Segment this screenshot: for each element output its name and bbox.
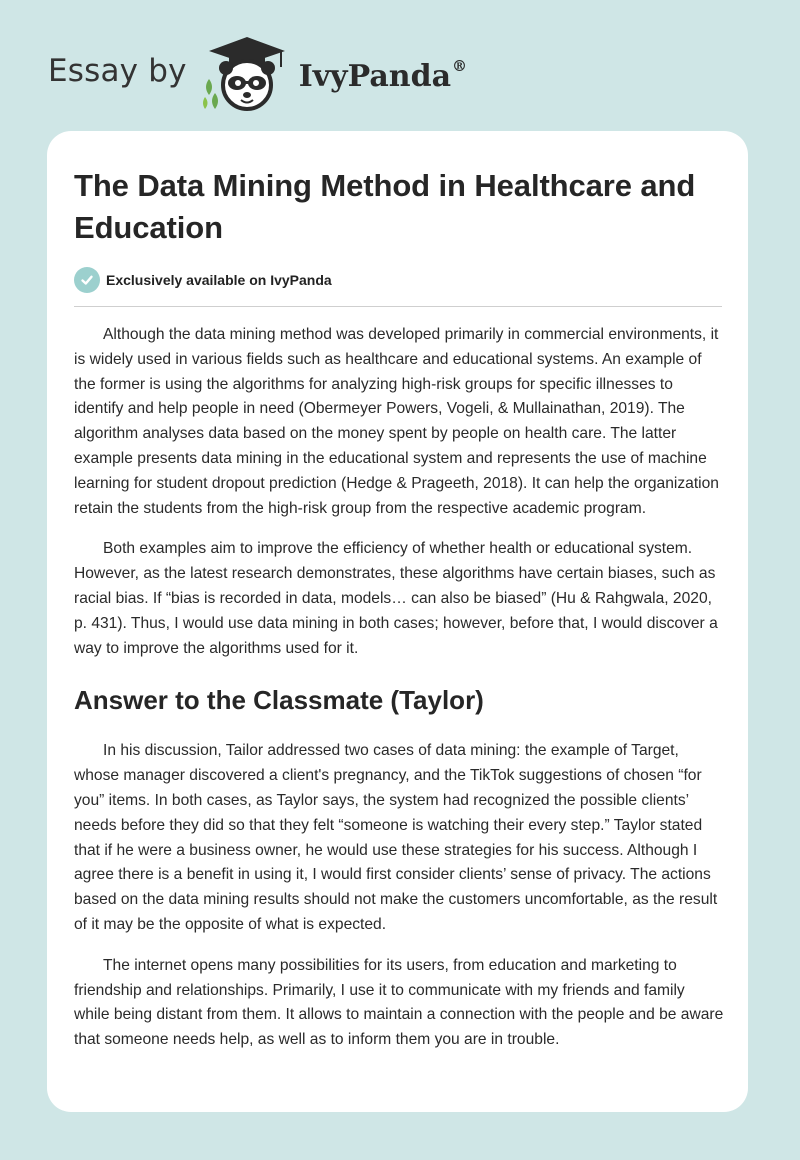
registered-mark: ®	[452, 56, 468, 75]
site-header	[48, 34, 508, 114]
exclusive-label: Exclusively available on IvyPanda	[106, 272, 332, 288]
page-title: The Data Mining Method in Healthcare and Education	[74, 168, 696, 245]
check-icon	[74, 267, 100, 293]
paragraph: Although the data mining method was developed primarily in commercial environments, it is widely used in various fields such as healthcare and educational systems. An example of the former is using the algorithms for analyzing high-risk groups for specific illnesses to identify and help people in need (Obermeyer Powers, Vogeli, & Mullainathan, 2019). The algorithm analyses data based on the money spent by people on health care. The latter example presents data mining in the educational system and represents the use of machine learning for student dropout prediction (Hedge & Prageeth, 2018). It can help the organization retain the students from the high-risk group from the respective academic program.	[74, 326, 719, 517]
divider	[74, 306, 722, 307]
section-heading: Answer to the Classmate (Taylor)	[74, 685, 484, 716]
panda-graduate-logo-icon[interactable]	[201, 35, 293, 113]
essay-by-label: Essay by	[48, 53, 187, 89]
brand-name[interactable]	[298, 56, 468, 94]
paragraph: Both examples aim to improve the efficiency of whether health or educational system. However, as the latest research demonstrates, these algorithms have certain biases, such as racial bias. If “bias is recorded in data, models… can also be biased” (Hu & Rahgwala, 2020, p. 431). Thus, I would use data mining in both cases; however, before that, I would discover a way to improve the algorithms used for it.	[74, 540, 718, 657]
essay-card	[47, 131, 748, 1112]
paragraph: The internet opens many possibilities for its users, from education and marketing to friendship and relationships. Primarily, I use it to communicate with my friends and family while being distant from them. It allows to maintain a connection with the people and be aware that someone needs help, as well as to inform them you are in trouble.	[74, 956, 724, 1049]
exclusive-badge	[74, 267, 722, 293]
essay-body	[74, 323, 722, 1053]
brand-text: IvyPanda	[298, 58, 452, 94]
paragraph: In his discussion, Tailor addressed two cases of data mining: the example of Target, whose manager discovered a client's pregnancy, and the TikTok suggestions of chosen “for you” items. In both cases, as Taylor says, the system had recognized the possible clients’ needs before they did so that they felt “someone is watching their every step.” Taylor stated that if he were a business owner, he would use these strategies for his success. Although I agree there is a benefit in using it, I would first consider clients’ sense of privacy. The actions based on the data mining results should not make the customers uncomfortable, as the result of it may be the opposite of what is expected.	[74, 742, 718, 933]
